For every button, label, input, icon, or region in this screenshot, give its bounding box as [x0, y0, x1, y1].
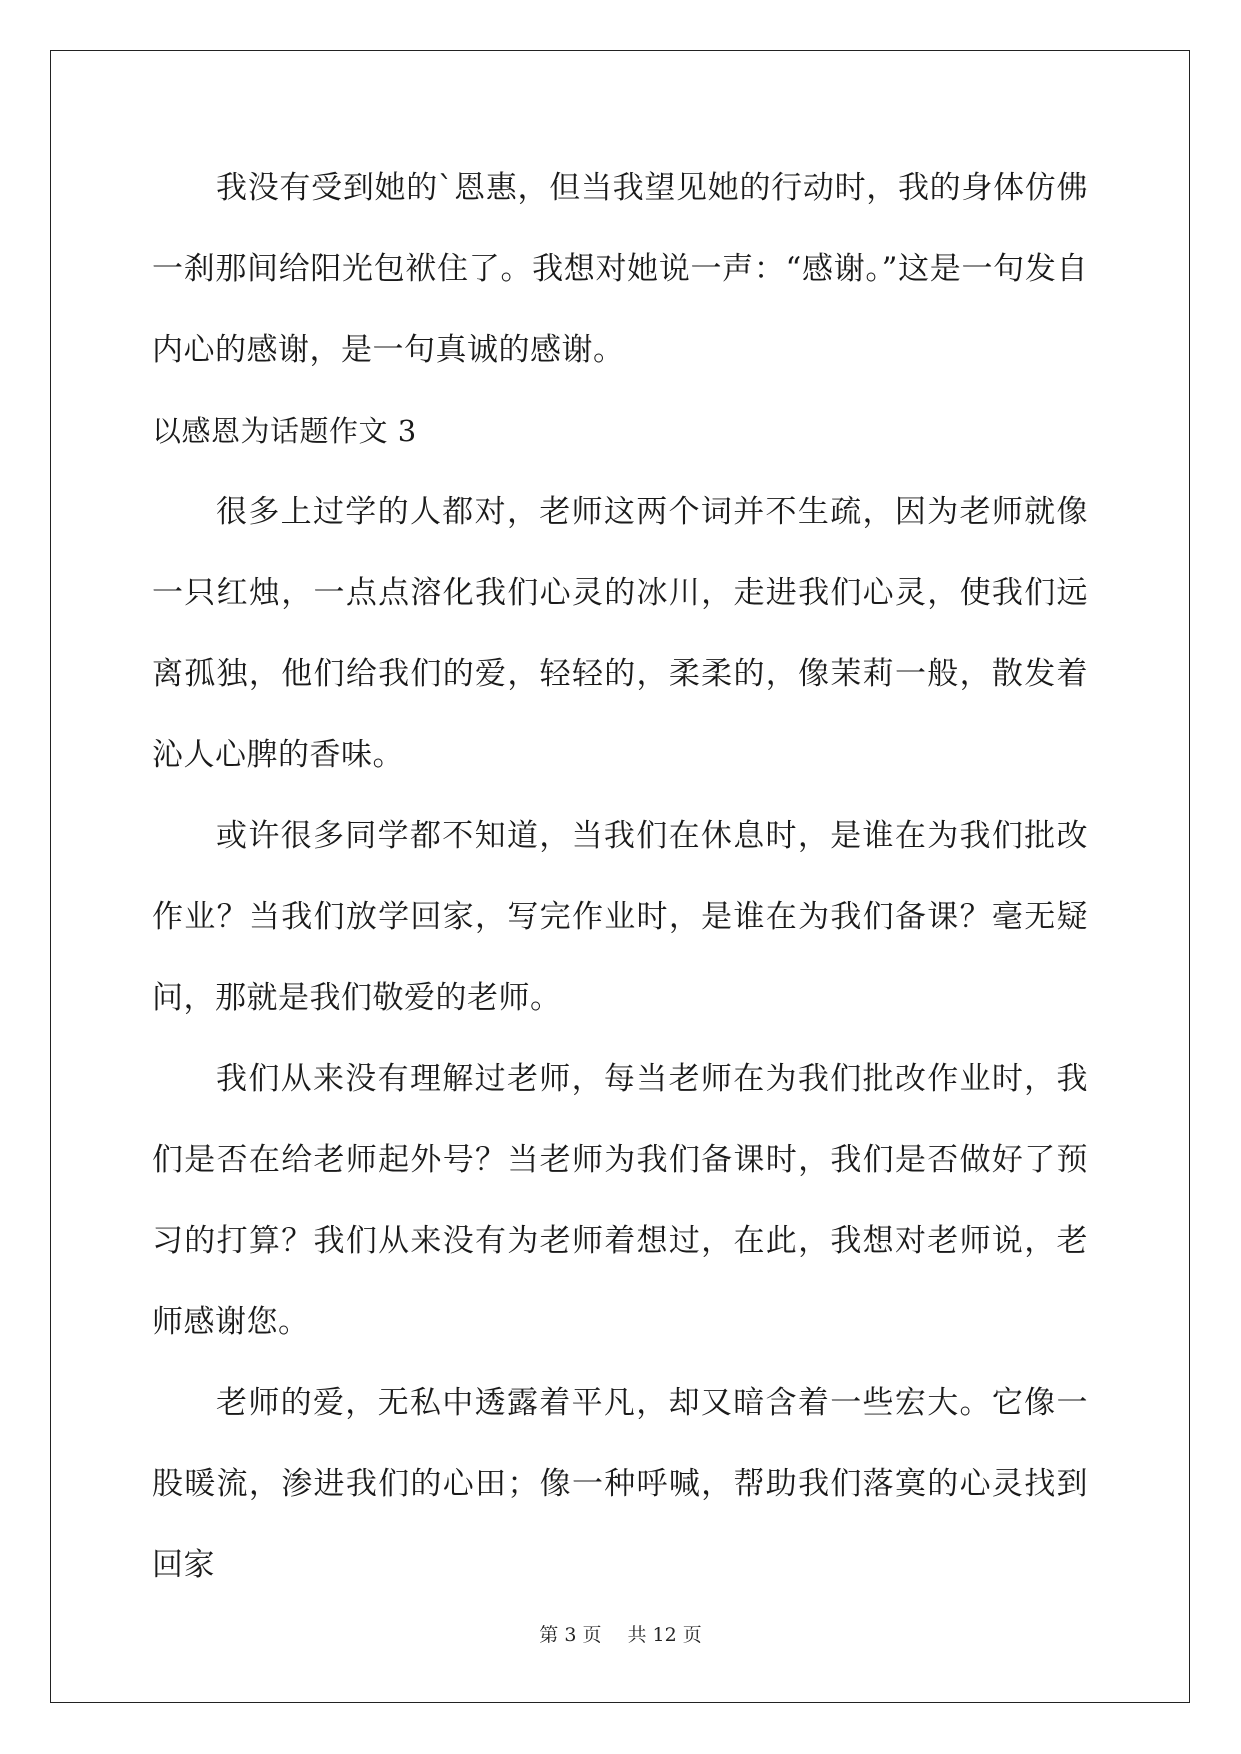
- page-number: 第 3 页: [539, 1624, 602, 1646]
- paragraph-4: 我们从来没有理解过老师，每当老师在为我们批改作业时，我们是否在给老师起外号？当老师为我们备课时，我们是否做好了预习的打算？我们从来没有为老师着想过，在此，我想对老师说，老师感谢您。: [152, 1061, 1088, 1340]
- section-heading: 以感恩为话题作文 3: [152, 414, 417, 448]
- page-footer: [0, 1620, 1241, 1647]
- paragraph-1: 我没有受到她的`恩惠，但当我望见她的行动时，我的身体仿佛一刹那间给阳光包袱住了。我想对她说一声：“感谢。”这是一句发自内心的感谢，是一句真诚的感谢。: [152, 170, 1088, 368]
- paragraph-2: 很多上过学的人都对，老师这两个词并不生疏，因为老师就像一只红烛，一点点溶化我们心灵的冰川，走进我们心灵，使我们远离孤独，他们给我们的爱，轻轻的，柔柔的，像茉莉一般，散发着沁人心脾的香味。: [152, 494, 1088, 773]
- page-total: 共 12 页: [627, 1624, 702, 1646]
- paragraph-5: 老师的爱，无私中透露着平凡，却又暗含着一些宏大。它像一股暖流，渗进我们的心田；像一种呼喊，帮助我们落寞的心灵找到回家: [152, 1385, 1088, 1583]
- document-body: [152, 148, 1088, 1606]
- paragraph-3: 或许很多同学都不知道，当我们在休息时，是谁在为我们批改作业？当我们放学回家，写完作业时，是谁在为我们备课？毫无疑问，那就是我们敬爱的老师。: [152, 818, 1088, 1016]
